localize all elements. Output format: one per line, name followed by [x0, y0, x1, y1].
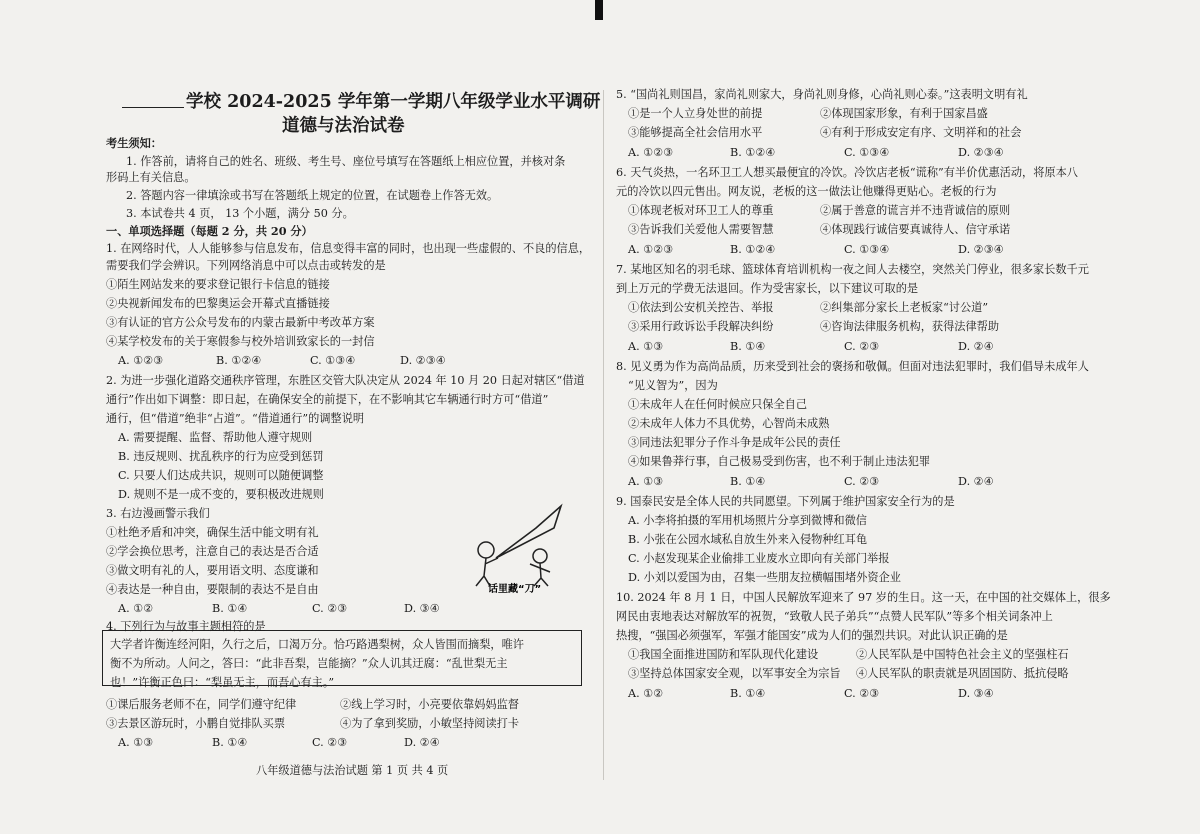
left-line-33: D. ③④	[404, 602, 440, 615]
right-line-18: D. ②③④	[958, 243, 1004, 256]
right-line-47: ①我国全面推进国防和军队现代化建设	[628, 648, 819, 661]
left-line-0: 学校 2024-2025 学年第一学期八年级学业水平调研	[186, 92, 601, 112]
right-line-25: A. ①③	[628, 340, 664, 353]
right-line-6: B. ①②④	[730, 146, 776, 159]
right-line-24: ④咨询法律服务机构，获得法律帮助	[820, 320, 1000, 333]
right-line-17: C. ①③④	[844, 243, 890, 256]
left-line-40: ③去景区游玩时，小鹏自觉排队买票	[106, 717, 286, 730]
cartoon-caption: 话里藏“刀”	[488, 584, 542, 594]
right-line-44: 10. 2024 年 8 月 1 日，中国人民解放军迎来了 97 岁的生日。这一天，在中国的社交媒体上，很多	[616, 591, 1111, 604]
left-line-25: 3. 右边漫画警示我们	[106, 507, 210, 520]
left-line-44: C. ②③	[312, 736, 348, 749]
right-line-7: C. ①③④	[844, 146, 890, 159]
left-line-39: ②线上学习时，小亮要依靠妈妈监督	[340, 698, 520, 711]
right-line-8: D. ②③④	[958, 146, 1004, 159]
left-line-9: 需要我们学会辨识。下列网络消息中可以点击或转发的是	[106, 259, 386, 272]
right-line-52: B. ①④	[730, 687, 766, 700]
right-line-40: A. 小李将拍摄的军用机场照片分享到微博和微信	[628, 514, 867, 527]
right-line-13: ③告诉我们关爱他人需要智慧	[628, 223, 774, 236]
left-line-34: 4. 下列行为与故事主题相符的是	[106, 620, 266, 633]
left-line-37: 也！”许衡正色曰：“梨虽无主，而吾心有主。”	[110, 676, 335, 689]
left-line-15: B. ①②④	[216, 354, 262, 367]
right-line-9: 6. 天气炎热，一名环卫工人想买最便宜的冷饮。冷饮店老板“谎称”有半价优惠活动，将原本八	[616, 166, 1078, 179]
left-line-30: A. ①②	[118, 602, 154, 615]
left-line-32: C. ②③	[312, 602, 348, 615]
right-line-32: ②未成年人体力不具优势，心智尚未成熟	[628, 417, 830, 430]
left-line-38: ①课后服务老师不在，同学们遵守纪律	[106, 698, 297, 711]
left-line-7: 一、单项选择题（每题 2 分，共 20 分）	[106, 224, 313, 238]
left-line-22: B. 违反规则、扰乱秩序的行为应受到惩罚	[118, 450, 324, 463]
right-line-54: D. ③④	[958, 687, 994, 700]
school-name-blank	[122, 107, 184, 108]
left-line-4: 形码上有关信息。	[106, 171, 196, 184]
right-line-38: D. ②④	[958, 475, 994, 488]
left-line-20: 通行，但“借道”绝非“占道”。“借道通行”的调整说明	[106, 412, 365, 425]
right-line-23: ③采用行政诉讼手段解决纠纷	[628, 320, 774, 333]
right-line-16: B. ①②④	[730, 243, 776, 256]
right-line-19: 7. 某地区知名的羽毛球、篮球体育培训机构一夜之间人去楼空，突然关门停业，很多家长数千元	[616, 263, 1089, 276]
left-line-29: ④表达是一种自由，要限制的表达不是自由	[106, 583, 319, 596]
right-line-22: ②纠集部分家长上老板家“讨公道”	[820, 301, 989, 314]
left-line-12: ③有认证的官方公众号发布的内蒙古最新中考改革方案	[106, 316, 375, 329]
left-line-1: 道德与法治试卷	[282, 116, 405, 136]
right-line-2: ②体现国家形象，有利于国家昌盛	[820, 107, 988, 120]
left-line-28: ③做文明有礼的人，要用语文明、态度谦和	[106, 564, 319, 577]
left-line-43: B. ①④	[212, 736, 248, 749]
right-line-37: C. ②③	[844, 475, 880, 488]
right-line-45: 网民由衷地表达对解放军的祝贺，“致敬人民子弟兵”“点赞人民军队”等多个相关词条冲上	[616, 610, 1053, 623]
right-line-5: A. ①②③	[628, 146, 674, 159]
right-line-30: “见义智为”，因为	[628, 379, 718, 392]
right-line-27: C. ②③	[844, 340, 880, 353]
left-line-14: A. ①②③	[118, 354, 164, 367]
right-line-51: A. ①②	[628, 687, 664, 700]
left-line-6: 3. 本试卷共 4 页， 13 个小题，满分 50 分。	[126, 207, 354, 220]
left-line-42: A. ①③	[118, 736, 154, 749]
scan-mark	[595, 0, 603, 20]
left-line-23: C. 只要人们达成共识，规则可以随便调整	[118, 469, 324, 482]
left-line-2: 考生须知：	[106, 136, 162, 150]
right-line-1: ①是一个人立身处世的前提	[628, 107, 763, 120]
right-line-20: 到上万元的学费无法退回。作为受害家长，以下建议可取的是	[616, 282, 919, 295]
column-divider	[603, 90, 604, 780]
left-line-21: A. 需要提醒、监督、帮助他人遵守规则	[118, 431, 313, 444]
right-line-31: ①未成年人在任何时候应只保全自己	[628, 398, 808, 411]
left-line-26: ①杜绝矛盾和冲突，确保生活中能文明有礼	[106, 526, 319, 539]
cartoon-illustration	[466, 498, 576, 594]
left-line-17: D. ②③④	[400, 354, 446, 367]
right-line-4: ④有利于形成安定有序、文明祥和的社会	[820, 126, 1022, 139]
right-line-49: ③坚持总体国家安全观，以军事安全为宗旨	[628, 667, 841, 680]
right-line-43: D. 小刘以爱国为由，召集一些朋友拉横幅围堵外资企业	[628, 571, 901, 584]
left-line-45: D. ②④	[404, 736, 440, 749]
right-line-14: ④体现践行诚信要真诚待人、信守承诺	[820, 223, 1011, 236]
right-line-11: ①体现老板对环卫工人的尊重	[628, 204, 774, 217]
left-line-27: ②学会换位思考，注意自己的表达是否合适	[106, 545, 319, 558]
right-line-33: ③同违法犯罪分子作斗争是成年公民的责任	[628, 436, 841, 449]
right-line-46: 热搜，“强国必须强军，军强才能国安”成为人们的强烈共识。对此认识正确的是	[616, 629, 1008, 642]
right-line-42: C. 小赵发现某企业偷排工业废水立即向有关部门举报	[628, 552, 890, 565]
left-line-31: B. ①④	[212, 602, 248, 615]
left-line-35: 大学者许衡连经河阳，久行之后，口渴万分。恰巧路遇梨树，众人皆围而摘梨，唯许	[110, 638, 524, 651]
left-line-8: 1. 在网络时代，人人能够参与信息发布，信息变得丰富的同时，也出现一些虚假的、不良的信息，	[106, 242, 591, 255]
left-line-19: 通行”作出如下调整：即日起，在确保安全的前提下，在不影响其它车辆通行时方可“借道”	[106, 393, 549, 406]
right-line-48: ②人民军队是中国特色社会主义的坚强柱石	[856, 648, 1069, 661]
right-line-29: 8. 见义勇为作为高尚品质，历来受到社会的褒扬和敬佩。但面对违法犯罪时，我们倡导未成年人	[616, 360, 1089, 373]
right-line-0: 5. “国尚礼则国昌，家尚礼则家大，身尚礼则身修，心尚礼则心泰。”这表明文明有礼	[616, 88, 1028, 101]
left-line-11: ②央视新闻发布的巴黎奥运会开幕式直播链接	[106, 297, 330, 310]
right-line-21: ①依法到公安机关控告、举报	[628, 301, 774, 314]
right-line-53: C. ②③	[844, 687, 880, 700]
right-line-41: B. 小张在公园水域私自放生外来入侵物种红耳龟	[628, 533, 868, 546]
right-line-28: D. ②④	[958, 340, 994, 353]
left-line-16: C. ①③④	[310, 354, 356, 367]
left-line-10: ①陌生网站发来的要求登记银行卡信息的链接	[106, 278, 330, 291]
left-line-5: 2. 答题内容一律填涂或书写在答题纸上规定的位置，在试题卷上作答无效。	[126, 189, 499, 202]
right-line-34: ④如果鲁莽行事，自己极易受到伤害，也不利于制止违法犯罪	[628, 455, 931, 468]
right-line-50: ④人民军队的职责就是巩固国防、抵抗侵略	[856, 667, 1069, 680]
right-line-36: B. ①④	[730, 475, 766, 488]
left-line-46: 八年级道德与法治试题 第 1 页 共 4 页	[256, 764, 449, 777]
left-line-41: ④为了拿到奖励，小敏坚持阅读打卡	[340, 717, 520, 730]
right-line-39: 9. 国泰民安是全体人民的共同愿望。下列属于维护国家安全行为的是	[616, 495, 955, 508]
left-line-24: D. 规则不是一成不变的，要积极改进规则	[118, 488, 324, 501]
left-line-3: 1. 作答前，请将自己的姓名、班级、考生号、座位号填写在答题纸上相应位置，并核对条	[126, 155, 566, 168]
right-line-35: A. ①③	[628, 475, 664, 488]
right-line-15: A. ①②③	[628, 243, 674, 256]
right-line-26: B. ①④	[730, 340, 766, 353]
right-line-3: ③能够提高全社会信用水平	[628, 126, 763, 139]
right-line-10: 元的冷饮以四元售出。网友说，老板的这一做法让他赚得更贴心。老板的行为	[616, 185, 997, 198]
left-line-18: 2. 为进一步强化道路交通秩序管理，东胜区交管大队决定从 2024 年 10 月 20 日起对辖区“借道	[106, 374, 585, 387]
right-line-12: ②属于善意的谎言并不违背诚信的原则	[820, 204, 1011, 217]
left-line-13: ④某学校发布的关于寒假参与校外培训致家长的一封信	[106, 335, 375, 348]
left-line-36: 衡不为所动。人问之，答曰：“此非吾梨，岂能摘？”众人讥其迂腐：“乱世梨无主	[110, 657, 508, 670]
